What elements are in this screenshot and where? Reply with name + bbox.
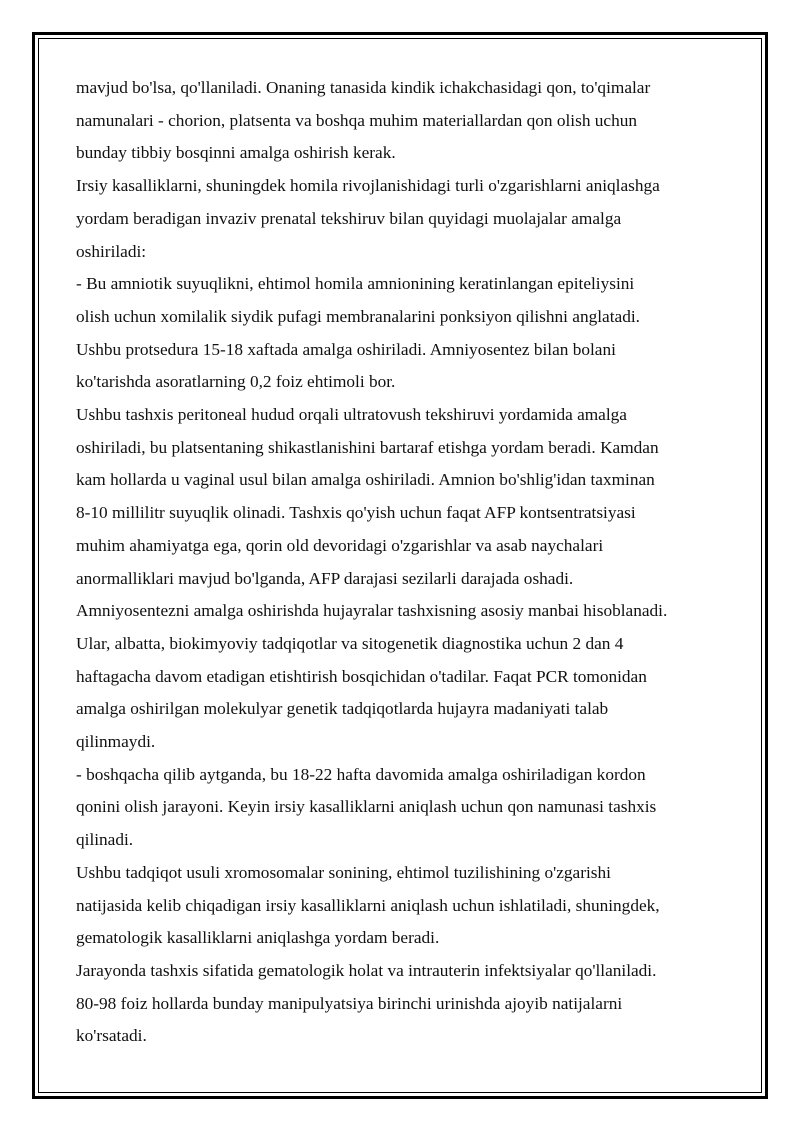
text-line: haftagacha davom etadigan etishtirish bosqichidan o'tadilar. Faqat PCR tomonidan (76, 666, 647, 686)
document-body (76, 72, 726, 1053)
text-line: - Bu amniotik suyuqlikni, ehtimol homila amnionining keratinlangan epiteliysini (76, 274, 635, 294)
text-line: olish uchun xomilalik siydik pufagi membranalarini ponksiyon qilishni anglatadi. (76, 306, 640, 326)
text-line: muhim ahamiyatga ega, qorin old devoridagi o'zgarishlar va asab naychalari (76, 535, 604, 555)
text-line: Ushbu protsedura 15-18 xaftada amalga oshiriladi. Amniyosentez bilan bolani (76, 339, 616, 359)
text-line: qilinmaydi. (76, 732, 156, 752)
text-line: bunday tibbiy bosqinni amalga oshirish kerak. (76, 143, 396, 163)
text-line: ko'rsatadi. (76, 1026, 147, 1046)
text-line: - boshqacha qilib aytganda, bu 18-22 hafta davomida amalga oshiriladigan kordon (76, 764, 646, 784)
text-line: 8-10 millilitr suyuqlik olinadi. Tashxis qo'yish uchun faqat AFP kontsentratsiyasi (76, 503, 636, 523)
text-line: amalga oshirilgan molekulyar genetik tadqiqotlarda hujayra madaniyati talab (76, 699, 609, 719)
text-line: yordam beradigan invaziv prenatal tekshiruv bilan quyidagi muolajalar amalga (76, 208, 622, 228)
text-line: oshiriladi, bu platsentaning shikastlanishini bartaraf etishga yordam beradi. Kamdan (76, 437, 659, 457)
text-line: oshiriladi: (76, 241, 147, 261)
text-line: mavjud bo'lsa, qo'llaniladi. Onaning tanasida kindik ichakchasidagi qon, to'qimalar (76, 78, 651, 97)
text-line: Irsiy kasalliklarni, shuningdek homila rivojlanishidagi turli o'zgarishlarni aniqlashga (76, 176, 660, 196)
text-line: namunalari - chorion, platsenta va boshqa muhim materiallardan qon olish uchun (76, 110, 638, 130)
text-line: Ushbu tashxis peritoneal hudud orqali ultratovush tekshiruvi yordamida amalga (76, 405, 627, 425)
text-line: Jarayonda tashxis sifatida gematologik holat va intrauterin infektsiyalar qo'llaniladi. (76, 960, 657, 980)
text-line: ko'tarishda asoratlarning 0,2 foiz ehtimoli bor. (76, 372, 396, 392)
text-line: kam hollarda u vaginal usul bilan amalga oshiriladi. Amnion bo'shlig'idan taxminan (76, 470, 655, 490)
text-line: qilinadi. (76, 830, 134, 850)
text-line: natijasida kelib chiqadigan irsiy kasalliklarni aniqlash uchun ishlatiladi, shuningdek, (76, 895, 660, 915)
text-line: 80-98 foiz hollarda bunday manipulyatsiya birinchi urinishda ajoyib natijalarni (76, 993, 623, 1013)
text-line: Ushbu tadqiqot usuli xromosomalar sonining, ehtimol tuzilishining o'zgarishi (76, 862, 611, 882)
text-line: qonini olish jarayoni. Keyin irsiy kasalliklarni aniqlash uchun qon namunasi tashxis (76, 797, 657, 817)
text-line: Amniyosentezni amalga oshirishda hujayralar tashxisning asosiy manbai hisoblanadi. (76, 601, 668, 621)
text-line: anormalliklari mavjud bo'lganda, AFP darajasi sezilarli darajada oshadi. (76, 568, 574, 588)
text-line: gematologik kasalliklarni aniqlashga yordam beradi. (76, 928, 440, 948)
text-line: Ular, albatta, biokimyoviy tadqiqotlar va sitogenetik diagnostika uchun 2 dan 4 (76, 633, 624, 653)
